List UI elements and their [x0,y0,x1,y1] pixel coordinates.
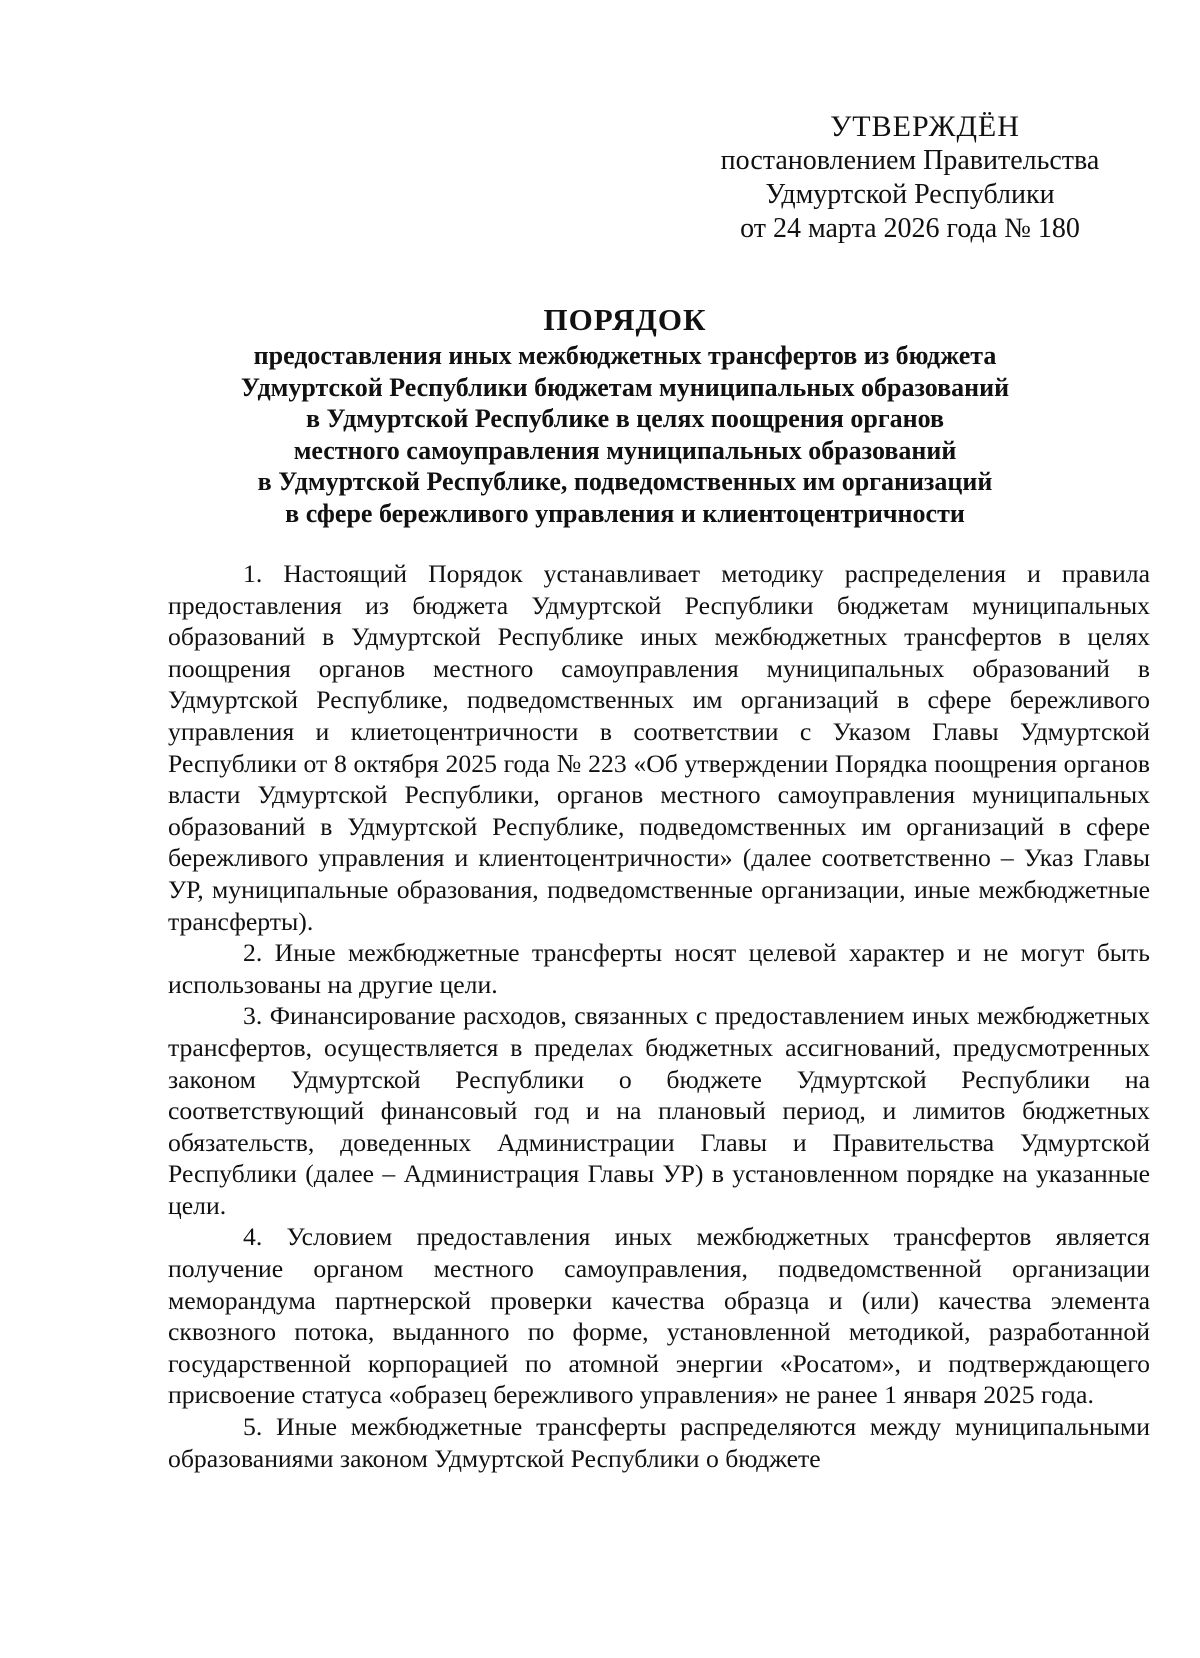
document-subtitle-line: местного самоуправления муниципальных образований [293,435,957,465]
document-body [168,558,1150,1474]
document-subtitle-line: в Удмуртской Республике в целях поощрения органов [305,404,945,433]
document-title-block [150,300,1100,529]
paragraph-3: 3. Финансирование расходов, связанных с предоставлением иных межбюджетных трансфертов, осуществляется в пределах бюджетных ассигнований, предусмотренных законом Удмуртской Республики о бюджете Удмуртской Республики на соответствующий финансовый год и на плановый период, и лимитов бюджетных обязательств, доведенных Администрации Главы и Правительства Удмуртской Республики (далее – Администрация Главы УР) в установленном порядке на указанные цели. [168,1001,1150,1220]
document-subtitle-line: предоставления иных межбюджетных трансфертов из бюджета [253,341,997,370]
approval-heading: УТВЕРЖДЁН [830,110,1020,143]
paragraph-2: 2. Иные межбюджетные трансферты носят целевой характер и не могут быть использованы на другие цели. [168,938,1150,999]
approval-date-number: от 24 марта 2026 года № 180 [740,213,1080,244]
paragraph-5: 5. Иные межбюджетные трансферты распределяются между муниципальными образованиями законом Удмуртской Республики о бюджете [168,1412,1150,1473]
document-subtitle-line: в Удмуртской Республике, подведомственных им организаций [257,467,993,496]
approval-line: постановлением Правительства [720,145,1100,176]
paragraph-1: 1. Настоящий Порядок устанавливает методику распределения и правила предоставления из бюджета Удмуртской Республики бюджетам муниципальных образований в Удмуртской Республике иных межбюджетных трансфертов в целях поощрения органов местного самоуправления муниципальных образований в Удмуртской Республике, подведомственных им организаций в сфере бережливого управления и клиетоцентричности в соответствии с Указом Главы Удмуртской Республики от 8 октября 2025 года № 223 «Об утверждении Порядка поощрения органов власти Удмуртской Республики, органов местного самоуправления муниципальных образований в Удмуртской Республике, подведомственных им организаций в сфере бережливого управления и клиентоцентричности» (далее соответственно – Указ Главы УР, муниципальные образования, подведомственные организации, иные межбюджетные трансферты). [168,559,1150,936]
approval-stamp [700,110,1120,246]
document-subtitle-line: в сфере бережливого управления и клиентоцентричности [285,498,965,528]
document-subtitle-line: Удмуртской Республики бюджетам муниципальных образований [240,372,1010,402]
paragraph-4: 4. Условием предоставления иных межбюджетных трансфертов является получение органом местного самоуправления, подведомственной организации меморандума партнерской проверки качества образца и (или) качества элемента сквозного потока, выданного по форме, установленной методикой, разработанной государственной корпорацией по атомной энергии «Росатом», и подтверждающего присвоение статуса «образец бережливого управления» не ранее 1 января 2025 года. [168,1222,1150,1410]
document-title: ПОРЯДОК [543,302,707,337]
approval-line: Удмуртской Республики [765,179,1055,210]
